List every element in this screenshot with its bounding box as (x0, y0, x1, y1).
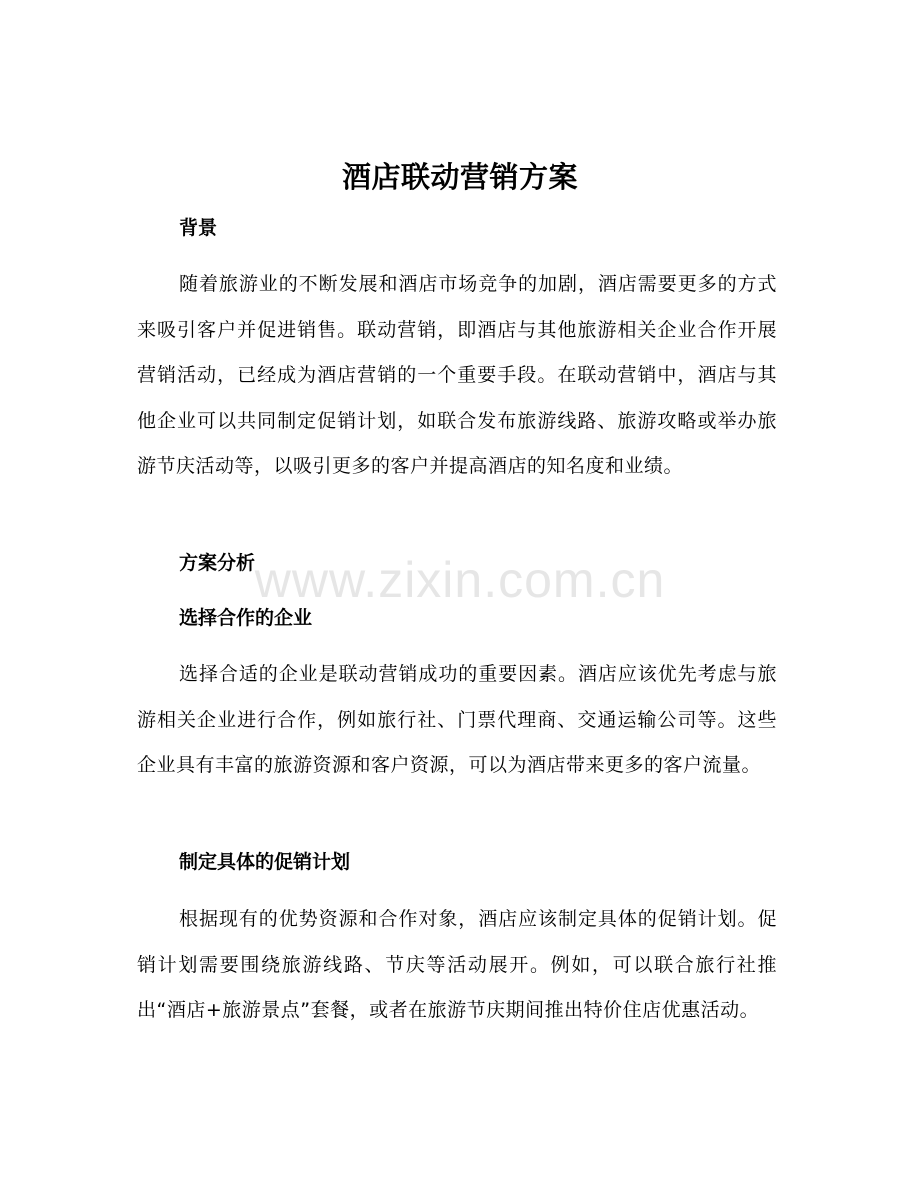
paragraph-background: 随着旅游业的不断发展和酒店市场竞争的加剧，酒店需要更多的方式来吸引客户并促进销售。联动营销，即酒店与其他旅游相关企业合作开展营销活动，已经成为酒店营销的一个重要手段。在联动营销中，酒店与其他企业可以共同制定促销计划，如联合发布旅游线路、旅游攻略或举办旅游节庆活动等，以吸引更多的客户并提高酒店的知名度和业绩。 (137, 273, 777, 477)
paragraph-plan: 根据现有的优势资源和合作对象，酒店应该制定具体的促销计划。促销计划需要围绕旅游线路、节庆等活动展开。例如，可以联合旅行社推出“酒店+旅游景点”套餐，或者在旅游节庆期间推出特价住店优惠活动。 (137, 908, 777, 1021)
paragraph-partner: 选择合适的企业是联动营销成功的重要因素。酒店应该优先考虑与旅游相关企业进行合作，例如旅行社、门票代理商、交通运输公司等。这些企业具有丰富的旅游资源和客户资源，可以为酒店带来更多的客户流量。 (137, 663, 777, 776)
document-title: 酒店联动营销方案 (341, 160, 578, 194)
subsection-heading-plan: 制定具体的促销计划 (179, 851, 351, 873)
subsection-heading-partner: 选择合作的企业 (179, 607, 313, 629)
section-heading-analysis: 方案分析 (179, 552, 256, 574)
watermark: www.zixin.com.cn (254, 552, 666, 608)
section-heading-background: 背景 (179, 217, 218, 239)
